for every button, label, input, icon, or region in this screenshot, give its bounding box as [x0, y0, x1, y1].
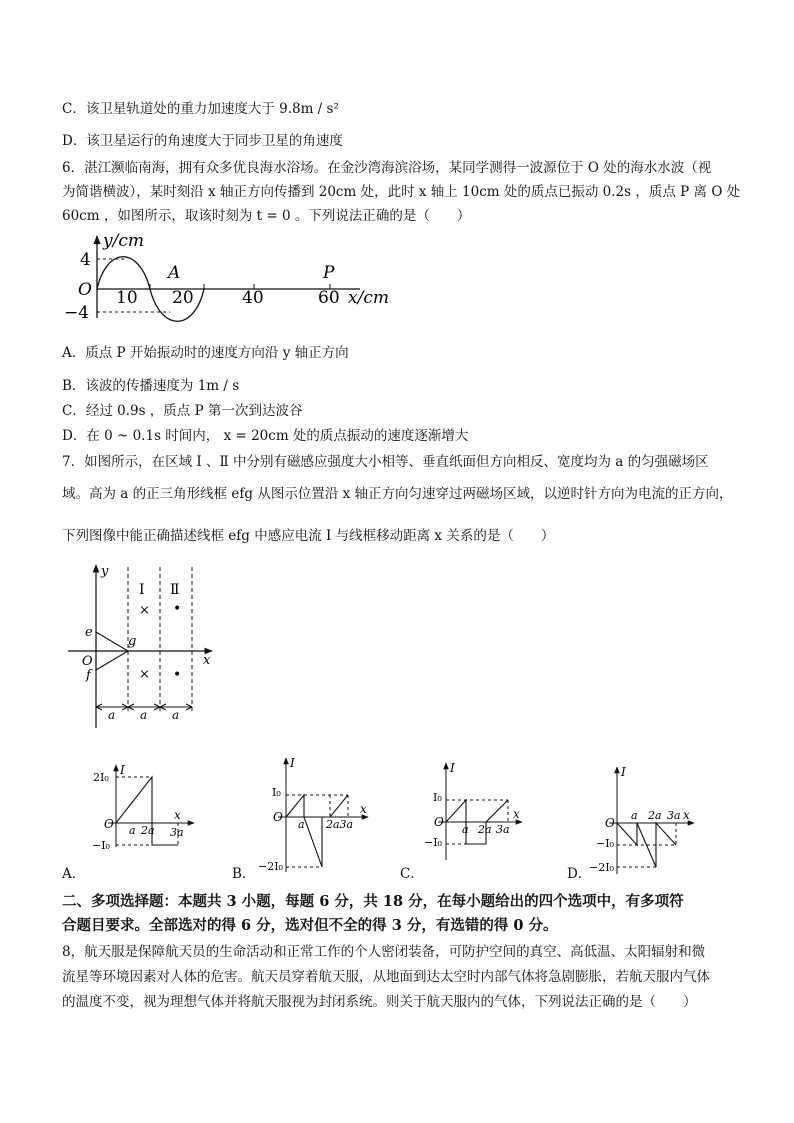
q6-tick-60: 60: [318, 288, 340, 308]
q7-graphs-I-label: I: [290, 756, 295, 770]
q7-graphs-I-label: I: [120, 763, 125, 777]
q7-cross-top: ×: [139, 603, 150, 618]
q7-region1-label: Ⅰ: [139, 582, 145, 598]
q6-option-a: A．质点 P 开始振动时的速度方向沿 y 轴正方向: [62, 345, 349, 361]
q7-option-b: B．: [232, 866, 256, 882]
q7-graphs-a-label: a: [129, 824, 136, 837]
q7-vertex-g: g: [128, 634, 137, 649]
q6-stem-line1: 6．湛江濒临南海，拥有众多优良海水浴场。在金沙湾海滨浴场，某同学测得一波源位于 O 处的海水水波（视: [62, 160, 712, 176]
q6-tick-20: 20: [172, 288, 194, 308]
q7-graphs-i0-label: I₀: [272, 786, 281, 799]
q7-width-a-2: a: [140, 708, 148, 722]
q7-dot-top: •: [173, 601, 182, 617]
q7-width-a-3: a: [172, 708, 180, 722]
q6-origin-label: O: [78, 280, 92, 300]
q7-graphs-three_a-label: 3a: [667, 809, 681, 822]
q6-option-c: C．经过 0.9s ，质点 P 第一次到达波谷: [62, 403, 303, 419]
q7-option-c: C．: [400, 866, 424, 882]
q7-stem-line1: 7．如图所示，在区域 Ⅰ 、Ⅱ 中分别有磁感应强度大小相等、垂直纸面但方向相反、宽度均为 a 的匀强磁场区: [62, 454, 709, 470]
q6-option-b: B．该波的传播速度为 1m / s: [62, 378, 240, 394]
q6-stem-line3: 60cm ，如图所示，取该时刻为 t = 0 。下列说法正确的是（ ）: [62, 208, 471, 224]
q7-option-a: A．: [62, 866, 86, 882]
q7-graphs-o-label: O: [273, 810, 283, 824]
q7-graphs-two_a-label: 2a: [478, 823, 492, 836]
q6-y-bottom-label: −4: [64, 303, 90, 323]
q6-tick-40: 40: [242, 288, 264, 308]
q7-dot-bottom: •: [173, 667, 182, 683]
q7-graphs-a-label: a: [631, 809, 638, 822]
q7-graphs-neg_i0-label: −I₀: [596, 837, 614, 850]
q8-stem-line1: 8，航天服是保障航天员的生命活动和正常工作的个人密闭装备，可防护空间的真空、高低温、太阳辐射和微: [62, 944, 706, 960]
q5-option-d: D．该卫星运行的角速度大于同步卫星的角速度: [62, 133, 343, 149]
q6-x-label: x/cm: [348, 288, 389, 308]
q7-graphs-three_a-label: 3a: [170, 826, 184, 839]
q7-graphs-neg_two_i0-label: −2I₀: [589, 861, 614, 874]
q6-point-a-label: A: [168, 263, 181, 283]
q6-option-d: D．在 0 ~ 0.1s 时间内， x = 20cm 处的质点振动的速度逐渐增大: [62, 428, 469, 444]
q7-graphs-o-label: O: [605, 816, 615, 830]
q7-origin-label: O: [82, 654, 93, 669]
q7-graphs-three_a-label: 3a: [496, 823, 510, 836]
q7-graphs-two_a_three_a-label: 2a3a: [326, 818, 354, 831]
q6-stem-line2: 为简谐横波），某时刻沿 x 轴正方向传播到 20cm 处，此时 x 轴上 10cm 处的质点已振动 0.2s ，质点 P 离 O 处: [62, 184, 741, 200]
q7-graphs-i0-label: I₀: [433, 791, 442, 804]
q7-graphs-neg_i0-label: −I₀: [92, 839, 110, 852]
q6-tick-10: 10: [116, 288, 138, 308]
q7-stem-line2: 域。高为 a 的正三角形线框 efg 从图示位置沿 x 轴正方向匀速穿过两磁场区域，以逆时针方向为电流的正方向，: [62, 486, 733, 502]
q7-vertex-f: f: [86, 668, 91, 683]
q7-region2-label: Ⅱ: [170, 582, 180, 598]
section-2-heading-line2: 合题目要求。全部选对的得 6 分，选对但不全的得 3 分，有选错的得 0 分。: [62, 917, 558, 934]
q7-graphs-I-label: I: [450, 761, 455, 775]
q7-graphs-x-label: x: [683, 808, 690, 822]
q7-graphs-two_a-label: 2a: [141, 824, 155, 837]
q8-stem-line2: 流星等环境因素对人体的危害。航天员穿着航天服，从地面到达太空时内部气体将急剧膨胀，若航天服内气体: [62, 969, 710, 985]
q5-option-c: C．该卫星轨道处的重力加速度大于 9.8m / s²: [62, 101, 339, 117]
q7-width-a-1: a: [108, 708, 116, 722]
q7-option-d: D．: [567, 866, 592, 882]
q6-y-top-label: 4: [80, 250, 91, 270]
q7-graphs-x-label: x: [513, 807, 520, 821]
section-2-heading-line1: 二、多项选择题：本题共 3 小题，每题 6 分，共 18 分，在每小题给出的四个选项中，有多项符: [62, 893, 684, 910]
q7-graphs-o-label: O: [104, 817, 114, 831]
q8-stem-line3: 的温度不变，视为理想气体并将航天服视为封闭系统。则关于航天服内的气体，下列说法正确的是（ ）: [62, 994, 697, 1010]
q7-cross-bottom: ×: [139, 667, 150, 682]
q7-vertex-e: e: [85, 625, 93, 640]
q7-graphs-x-label: x: [174, 808, 181, 822]
q7-graphs-two_a-label: 2a: [648, 809, 662, 822]
q7-graphs-a-label: a: [298, 818, 305, 831]
q7-graphs-two_i0-label: 2I₀: [93, 771, 109, 784]
q7-y-axis-label: y: [101, 564, 109, 579]
q7-stem-line3: 下列图像中能正确描述线框 efg 中感应电流 I 与线框移动距离 x 关系的是（ ）: [62, 528, 555, 544]
q6-y-label: y/cm: [103, 231, 144, 251]
q7-graphs-I-label: I: [621, 765, 626, 779]
q7-graphs-x-label: x: [360, 802, 367, 816]
q6-point-p-label: P: [323, 263, 335, 283]
q7-x-axis-label: x: [203, 653, 211, 668]
q7-graphs-neg_two_i0-label: −2I₀: [258, 860, 283, 873]
q7-graphs-neg_i0-label: −I₀: [424, 836, 442, 849]
q7-graphs-a-label: a: [462, 823, 469, 836]
q7-graphs-o-label: O: [434, 815, 444, 829]
